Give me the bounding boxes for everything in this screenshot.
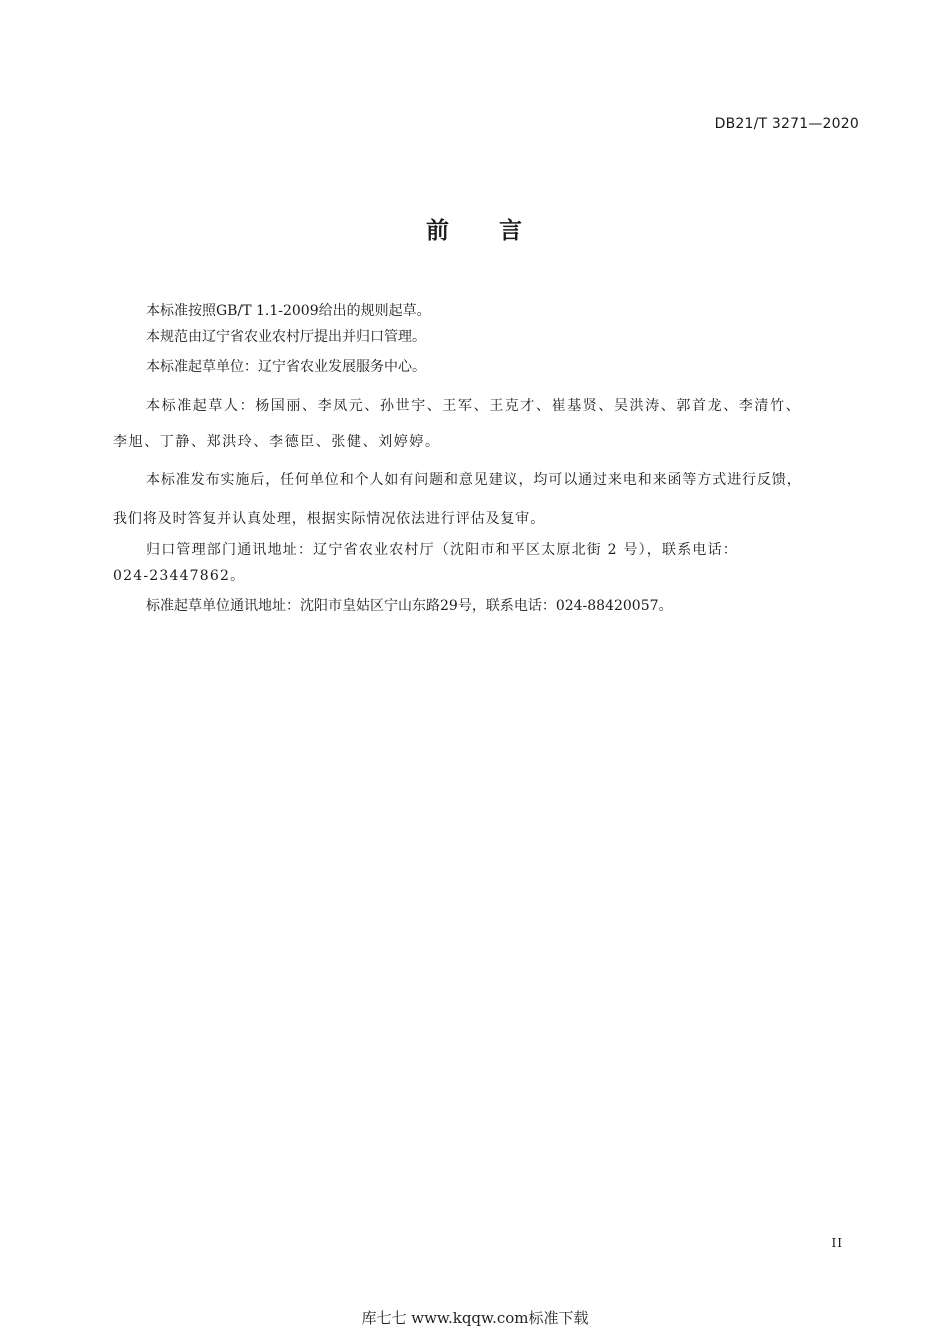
paragraph-drafting-rules: 本标准按照GB/T 1.1-2009给出的规则起草。 <box>146 303 431 319</box>
paragraph-feedback-line-2: 我们将及时答复并认真处理，根据实际情况依法进行评估及复审。 <box>113 511 546 527</box>
paragraph-unit-address: 标准起草单位通讯地址：沈阳市皇姑区宁山东路29号，联系电话：024-88420057。 <box>146 598 673 614</box>
paragraph-drafters-line-2: 李旭、丁静、郑洪玲、李德臣、张健、刘婷婷。 <box>113 434 441 450</box>
page-title <box>0 212 950 245</box>
paragraph-drafters-line-1: 本标准起草人：杨国丽、李凤元、孙世宇、王军、王克才、崔基贤、吴洪涛、郭首龙、李清竹、 <box>146 398 802 414</box>
paragraph-drafting-unit: 本标准起草单位：辽宁省农业发展服务中心。 <box>146 359 426 375</box>
title-part-2: 言 <box>499 218 524 244</box>
paragraph-feedback-line-1: 本标准发布实施后，任何单位和个人如有问题和意见建议，均可以通过来电和来函等方式进行反馈， <box>146 472 802 488</box>
title-part-1: 前 <box>426 218 451 244</box>
paragraph-admin-address-line-1: 归口管理部门通讯地址：辽宁省农业农村厅（沈阳市和平区太原北街 2 号），联系电话： <box>146 542 739 558</box>
watermark-text: 库七七 www.kqqw.com标准下载 <box>361 1309 589 1327</box>
page-number: II <box>831 1236 843 1250</box>
paragraph-proposer: 本规范由辽宁省农业农村厅提出并归口管理。 <box>146 329 426 345</box>
paragraph-admin-address-line-2: 024-23447862。 <box>113 568 246 584</box>
document-code: DB21/T 3271—2020 <box>714 116 859 132</box>
